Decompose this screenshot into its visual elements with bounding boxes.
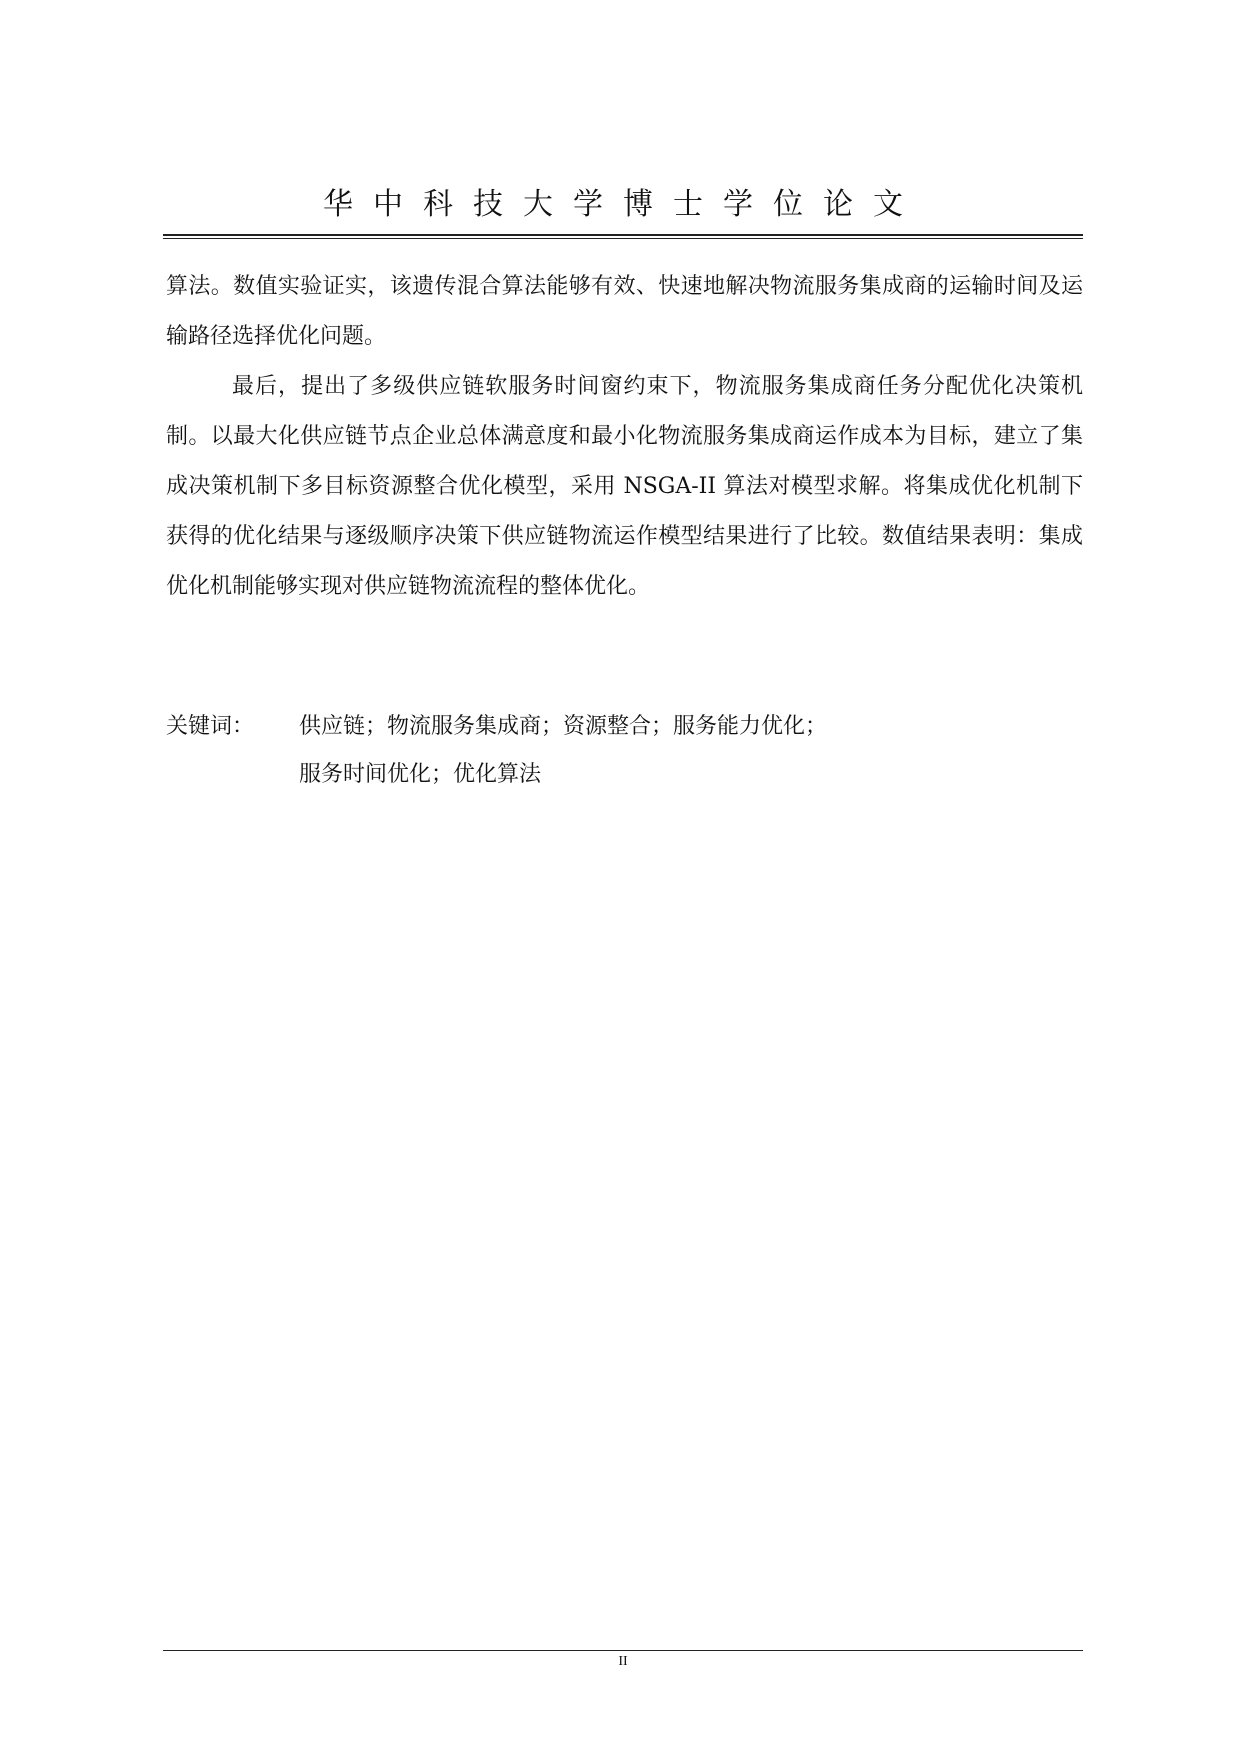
keywords-line-1: 供应链；物流服务集成商；资源整合；服务能力优化；: [299, 714, 828, 739]
header-rule-thick: [163, 234, 1083, 236]
keywords-line-2: 服务时间优化；优化算法: [299, 762, 542, 787]
paragraph-1: 算法。数值实验证实，该遗传混合算法能够有效、快速地解决物流服务集成商的运输时间及运输路径选择优化问题。: [166, 274, 1083, 349]
footer-rule: [163, 1650, 1083, 1651]
body-text: [166, 262, 1083, 612]
page-number: II: [618, 1654, 628, 1669]
running-header-title: 华中科技大学博士学位论文: [323, 187, 923, 222]
header-rule-thin: [163, 238, 1083, 239]
paragraph-2: 最后，提出了多级供应链软服务时间窗约束下，物流服务集成商任务分配优化决策机制。以最大化供应链节点企业总体满意度和最小化物流服务集成商运作成本为目标，建立了集成决策机制下多目标资源整合优化模型，采用 NSGA-II 算法对模型求解。将集成优化机制下获得的优化结果与逐级顺序决策下供应链物流运作模型结果进行了比较。数值结果表明：集成优化机制能够实现对供应链物流流程的整体优化。: [166, 374, 1083, 599]
keywords-label: 关键词：: [166, 714, 255, 739]
